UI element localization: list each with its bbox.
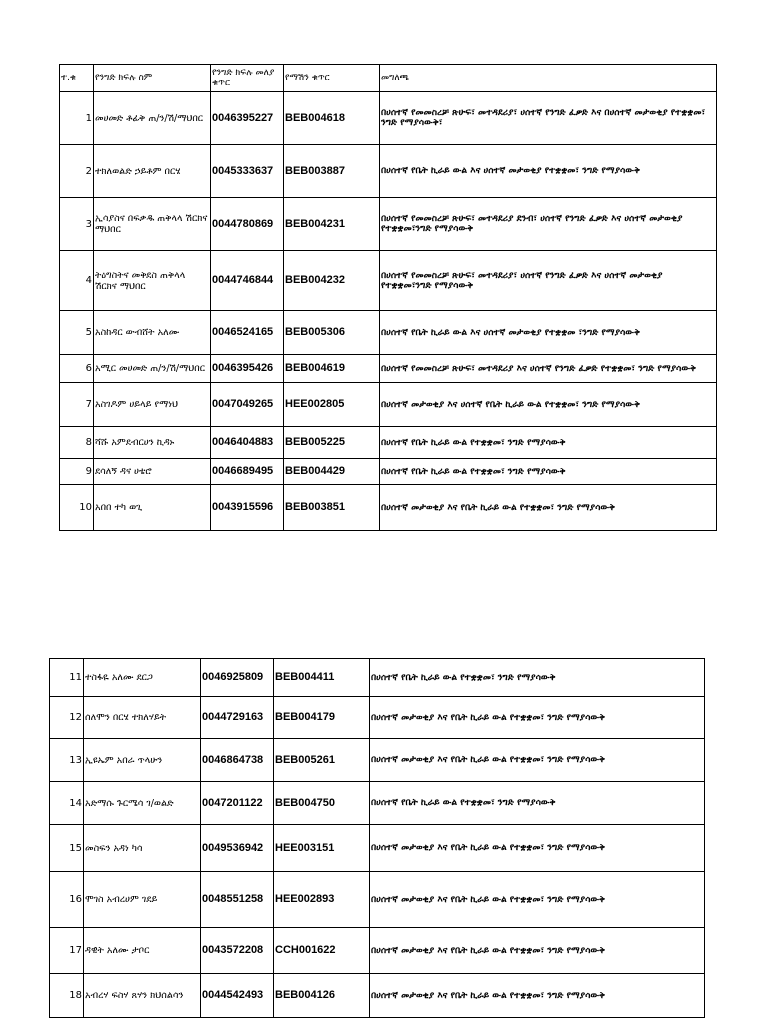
row-number: 7 [60,383,94,427]
row-number: 4 [60,251,94,311]
row-number: 8 [60,427,94,459]
remark: በሀሰተኛ የቤት ኪራይ ውል የተቋቋመ፣ ንግድ የማያሳውቅ [370,659,705,697]
machine-number: BEB003887 [284,145,380,198]
row-number: 5 [60,311,94,355]
remark: በሀሰተኛ የመመስረቻ ጽሁፍ፣ መተዳደሪያ፣ ሀሰተኛ የንግድ ፈቃድ እና በሀሰተኛ መታወቂያ የተቋቋመ፣ ንግድ የማያሳውቅ፣ [380,92,717,145]
machine-number: BEB004750 [274,782,370,825]
business-name: ኢሳያስና በፍቃዱ ጠቅላላ ሽርክና ማህበር [94,198,211,251]
business-name: ሰለሞን በርሄ ተክለሃይት [84,697,201,739]
remark: በሀሰተኛ መታወቂያ እና የቤት ኪራይ ውል የተቋቋመ፣ ንግድ የማያሳውቅ [370,739,705,782]
business-name: ዳዊት አለሙ ታቦር [84,928,201,974]
business-name: ትዕግስትና መቅደስ ጠቅላላ ሽርክና ማህበር [94,251,211,311]
machine-number: BEB004618 [284,92,380,145]
row-number: 12 [50,697,84,739]
table-row [50,697,705,739]
row-number: 14 [50,782,84,825]
table-row [50,659,705,697]
business-name: አበበ ተካ ወጊ [94,485,211,531]
tin-number: 0048551258 [201,872,274,928]
header-machine-number: የማሽን ቁጥር [284,65,380,92]
tin-number: 0046524165 [211,311,284,355]
tin-number: 0047049265 [211,383,284,427]
row-number: 11 [50,659,84,697]
remark: በሀሰተኛ የመመስረቻ ጽሁፍ፣ መተዳደሪያ እና ሀሰተኛ የንግድ ፈቃድ የተቋቋመ፣ ንግድ የማያሳውቅ [380,355,717,383]
business-name: ተስፋዬ አለሙ ደርጋ [84,659,201,697]
tin-number: 0046864738 [201,739,274,782]
machine-number: CCH001622 [274,928,370,974]
taxpayer-table-2 [49,658,705,1018]
tin-number: 0046689495 [211,459,284,485]
table-row [60,355,717,383]
remark: በሀሰተኛ መታወቂያ እና ሀሰተኛ የቤት ኪራይ ውል የተቋቋመ፣ ንግድ የማያሳውቅ [380,383,717,427]
tin-number: 0044780869 [211,198,284,251]
machine-number: BEB004619 [284,355,380,383]
table-row [60,383,717,427]
machine-number: BEB004429 [284,459,380,485]
tin-number: 0044542493 [201,974,274,1018]
table-row [50,974,705,1018]
business-name: አሚር መሀመድ ጠ/ን/ሽ/ማህበር [94,355,211,383]
remark: በሀሰተኛ የመመስረቻ ጽሁፍ፣ መተዳደሪያ፣ ሀሰተኛ የንግድ ፈቃድ እና ሀሰተኛ መታወቂያ የተቋቋመ፣ንግድ የማያሳውቅ [380,251,717,311]
tin-number: 0043915596 [211,485,284,531]
row-number: 16 [50,872,84,928]
business-name: መስፍን አዳነ ካሳ [84,825,201,872]
table-row [60,459,717,485]
header-business-name: የንግድ ክፍሉ ስም [94,65,211,92]
tin-number: 0046925809 [201,659,274,697]
machine-number: BEB004126 [274,974,370,1018]
table-row [50,825,705,872]
machine-number: BEB003851 [284,485,380,531]
row-number: 13 [50,739,84,782]
machine-number: BEB005225 [284,427,380,459]
table-header-row [60,65,717,92]
tin-number: 0046395227 [211,92,284,145]
table-row [50,928,705,974]
header-remark: መግለጫ [380,65,717,92]
remark: በሀሰተኛ መታወቂያ እና የቤት ኪራይ ውል የተቋቋመ፣ ንግድ የማያሳውቅ [370,825,705,872]
table-row [60,311,717,355]
row-number: 2 [60,145,94,198]
table-row [60,251,717,311]
business-name: ሞገስ አብረሀም ገደይ [84,872,201,928]
tin-number: 0043572208 [201,928,274,974]
machine-number: BEB004179 [274,697,370,739]
machine-number: BEB005261 [274,739,370,782]
table-row [60,198,717,251]
machine-number: BEB004231 [284,198,380,251]
business-name: አድማሱ ጉርሜሳ ገ/ወልድ [84,782,201,825]
table-row [60,145,717,198]
remark: በሀሰተኛ የቤት ኪራይ ውል የተቋቋመ፣ ንግድ የማያሳውቅ [380,459,717,485]
row-number: 6 [60,355,94,383]
row-number: 1 [60,92,94,145]
tin-number: 0044729163 [201,697,274,739]
business-name: መሀመድ ቶፊቅ ጠ/ን/ሽ/ማህበር [94,92,211,145]
tin-number: 0044746844 [211,251,284,311]
tin-number: 0046404883 [211,427,284,459]
table-row [60,485,717,531]
machine-number: BEB004232 [284,251,380,311]
row-number: 9 [60,459,94,485]
table-row [50,782,705,825]
machine-number: BEB004411 [274,659,370,697]
machine-number: HEE003151 [274,825,370,872]
business-name: ደሳለኝ ዳና ሀቴሮ [94,459,211,485]
remark: በሀሰተኛ የቤት ኪራይ ውል እና ሀሰተኛ መታወቂያ የተቋቋመ ፣ንግድ የማያሳውቅ [380,311,717,355]
business-name: አስከዳር ውብሸት አለሙ [94,311,211,355]
remark: በሀሰተኛ የቤት ኪራይ ውል እና ሀሰተኛ መታወቂያ የተቋቋመ፣ ንግድ የማያሳውቅ [380,145,717,198]
table-row [50,739,705,782]
tin-number: 0045333637 [211,145,284,198]
tin-number: 0047201122 [201,782,274,825]
business-name: አብረሃ ፍስሃ ጸሃን ክህሰልሳን [84,974,201,1018]
row-number: 18 [50,974,84,1018]
business-name: ተክለወልድ ኃይቶም በርሄ [94,145,211,198]
row-number: 15 [50,825,84,872]
remark: በሀሰተኛ መታወቂያ እና የቤት ኪራይ ውል የተቋቋመ፣ ንግድ የማያሳውቅ [370,928,705,974]
remark: በሀሰተኛ የቤት ኪራይ ውል የተቋቋመ፣ ንግድ የማያሳውቅ [380,427,717,459]
tin-number: 0049536942 [201,825,274,872]
tin-number: 0046395426 [211,355,284,383]
remark: በሀሰተኛ መታወቂያ እና የቤት ኪራይ ውል የተቋቋመ፣ ንግድ የማያሳውቅ [380,485,717,531]
table-row [60,427,717,459]
table-row [50,872,705,928]
remark: በሀሰተኛ መታወቂያ እና የቤት ኪራይ ውል የተቋቋመ፣ ንግድ የማያሳውቅ [370,872,705,928]
machine-number: BEB005306 [284,311,380,355]
business-name: አስገዶም ሀይላይ የማነህ [94,383,211,427]
business-name: ሻሹ አምደብርሀን ኪዳኑ [94,427,211,459]
remark: በሀሰተኛ መታወቂያ እና የቤት ኪራይ ውል የተቋቋመ፣ ንግድ የማያሳውቅ [370,974,705,1018]
remark: በሀሰተኛ የቤት ኪራይ ውል የተቋቋመ፣ ንግድ የማያሳውቅ [370,782,705,825]
row-number: 10 [60,485,94,531]
row-number: 3 [60,198,94,251]
remark: በሀሰተኛ የመመስረቻ ጽሁፍ፣ መተዳደሪያ ደንብ፣ ሀሰተኛ የንግድ ፈቃድ እና ሀሰተኛ መታወቂያ የተቋቋመ፣ንግድ የማያሳውቅ [380,198,717,251]
remark: በሀሰተኛ መታወቂያ እና የቤት ኪራይ ውል የተቋቋመ፣ ንግድ የማያሳውቅ [370,697,705,739]
taxpayer-table-1 [59,64,717,531]
table-row [60,92,717,145]
machine-number: HEE002805 [284,383,380,427]
machine-number: HEE002893 [274,872,370,928]
header-tin: የንግድ ክፍሉ መለያ ቁጥር [211,65,284,92]
row-number: 17 [50,928,84,974]
header-number: ተ.ቁ [60,65,94,92]
business-name: ኢዩኤም አበራ ጥላሁን [84,739,201,782]
